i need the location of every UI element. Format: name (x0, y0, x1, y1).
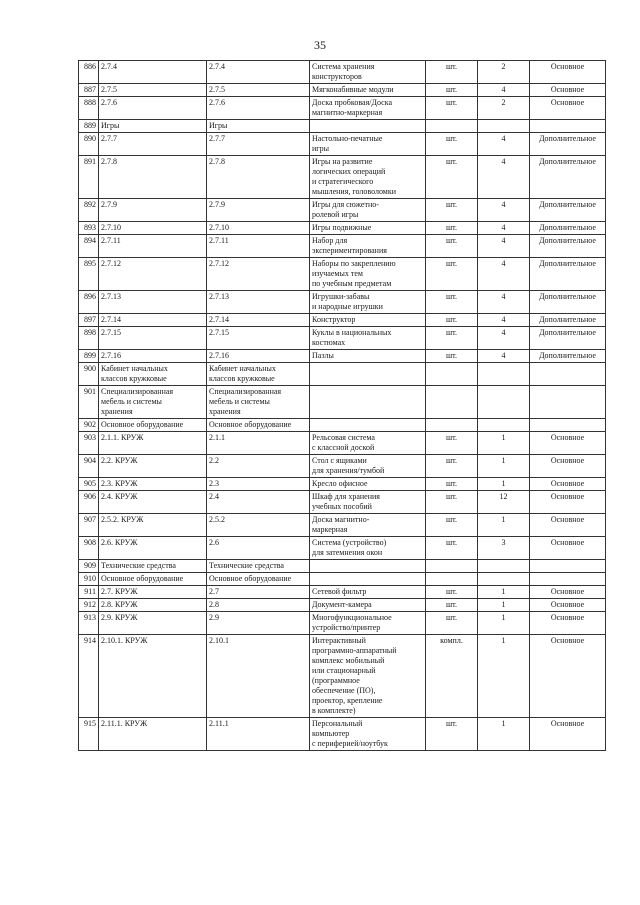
table-row (79, 327, 606, 350)
equipment-type-cell: Дополнительное (530, 291, 606, 314)
code-cell: Кабинет начальных классов кружковые (99, 363, 207, 386)
table-row (79, 97, 606, 120)
row-number-cell: 890 (79, 133, 99, 156)
code-ref-cell: 2.7 (207, 586, 310, 599)
row-number-cell: 897 (79, 314, 99, 327)
unit-cell: шт. (426, 537, 478, 560)
item-name-cell: Интерактивный программно-аппаратный комплекс мобильный или стационарный (программное обеспечение (ПО), проектор, крепление в комплекте) (310, 635, 426, 718)
unit-cell: шт. (426, 156, 478, 199)
table-row (79, 491, 606, 514)
quantity-cell: 4 (478, 235, 530, 258)
equipment-type-cell: Основное (530, 635, 606, 718)
table-row (79, 291, 606, 314)
unit-cell: шт. (426, 612, 478, 635)
equipment-type-cell: Дополнительное (530, 199, 606, 222)
equipment-type-cell: Дополнительное (530, 350, 606, 363)
code-cell: Основное оборудование (99, 419, 207, 432)
unit-cell: шт. (426, 61, 478, 84)
item-name-cell: Набор для экспериментирования (310, 235, 426, 258)
unit-cell: шт. (426, 599, 478, 612)
row-number-cell: 906 (79, 491, 99, 514)
equipment-type-cell: Основное (530, 718, 606, 751)
item-name-cell: Рельсовая система с классной доской (310, 432, 426, 455)
table-row (79, 560, 606, 573)
row-number-cell: 889 (79, 120, 99, 133)
equipment-type-cell: Дополнительное (530, 258, 606, 291)
table-row (79, 314, 606, 327)
unit-cell: шт. (426, 84, 478, 97)
row-number-cell: 892 (79, 199, 99, 222)
quantity-cell: 4 (478, 133, 530, 156)
item-name-cell: Многофункциональное устройство/принтер (310, 612, 426, 635)
row-number-cell: 909 (79, 560, 99, 573)
row-number-cell: 902 (79, 419, 99, 432)
row-number-cell: 898 (79, 327, 99, 350)
row-number-cell: 891 (79, 156, 99, 199)
equipment-type-cell: Основное (530, 599, 606, 612)
equipment-type-cell: Основное (530, 455, 606, 478)
table-row (79, 156, 606, 199)
equipment-type-cell: Основное (530, 586, 606, 599)
code-ref-cell: 2.7.10 (207, 222, 310, 235)
code-cell: 2.7. КРУЖ (99, 586, 207, 599)
equipment-table (78, 60, 606, 751)
row-number-cell: 893 (79, 222, 99, 235)
equipment-type-cell (530, 120, 606, 133)
quantity-cell: 1 (478, 478, 530, 491)
equipment-type-cell: Основное (530, 61, 606, 84)
row-number-cell: 911 (79, 586, 99, 599)
code-ref-cell: 2.11.1 (207, 718, 310, 751)
unit-cell (426, 560, 478, 573)
item-name-cell: Доска магнитно- маркерная (310, 514, 426, 537)
equipment-type-cell (530, 560, 606, 573)
equipment-type-cell: Дополнительное (530, 133, 606, 156)
row-number-cell: 914 (79, 635, 99, 718)
quantity-cell (478, 573, 530, 586)
quantity-cell: 4 (478, 199, 530, 222)
table-row (79, 432, 606, 455)
code-cell: 2.7.10 (99, 222, 207, 235)
quantity-cell: 1 (478, 432, 530, 455)
table-row (79, 612, 606, 635)
code-ref-cell: Кабинет начальных классов кружковые (207, 363, 310, 386)
code-cell: 2.7.13 (99, 291, 207, 314)
quantity-cell: 1 (478, 718, 530, 751)
row-number-cell: 910 (79, 573, 99, 586)
code-ref-cell: 2.7.15 (207, 327, 310, 350)
unit-cell: шт. (426, 327, 478, 350)
table-row (79, 199, 606, 222)
row-number-cell: 912 (79, 599, 99, 612)
equipment-type-cell: Дополнительное (530, 235, 606, 258)
unit-cell: шт. (426, 314, 478, 327)
item-name-cell: Доска пробковая/Доска магнитно-маркерная (310, 97, 426, 120)
code-cell: Специализированная мебель и системы хранения (99, 386, 207, 419)
row-number-cell: 915 (79, 718, 99, 751)
code-ref-cell: 2.5.2 (207, 514, 310, 537)
quantity-cell: 4 (478, 350, 530, 363)
code-cell: 2.7.9 (99, 199, 207, 222)
equipment-type-cell: Основное (530, 514, 606, 537)
unit-cell: шт. (426, 97, 478, 120)
item-name-cell (310, 120, 426, 133)
equipment-type-cell: Основное (530, 612, 606, 635)
row-number-cell: 894 (79, 235, 99, 258)
code-ref-cell: 2.3 (207, 478, 310, 491)
item-name-cell (310, 573, 426, 586)
table-row (79, 133, 606, 156)
item-name-cell: Игры на развитие логических операций и стратегического мышления, головоломки (310, 156, 426, 199)
code-cell: 2.9. КРУЖ (99, 612, 207, 635)
code-ref-cell: Игры (207, 120, 310, 133)
code-cell: 2.7.5 (99, 84, 207, 97)
code-ref-cell: 2.7.8 (207, 156, 310, 199)
item-name-cell: Кресло офисное (310, 478, 426, 491)
equipment-type-cell: Дополнительное (530, 314, 606, 327)
code-cell: Игры (99, 120, 207, 133)
table-row (79, 258, 606, 291)
code-ref-cell: 2.10.1 (207, 635, 310, 718)
equipment-type-cell (530, 363, 606, 386)
code-cell: 2.1.1. КРУЖ (99, 432, 207, 455)
code-cell: 2.7.15 (99, 327, 207, 350)
item-name-cell (310, 419, 426, 432)
code-ref-cell: 2.6 (207, 537, 310, 560)
quantity-cell: 4 (478, 222, 530, 235)
quantity-cell (478, 419, 530, 432)
code-cell: 2.3. КРУЖ (99, 478, 207, 491)
quantity-cell: 4 (478, 84, 530, 97)
item-name-cell: Игры подвижные (310, 222, 426, 235)
quantity-cell: 1 (478, 514, 530, 537)
quantity-cell: 1 (478, 599, 530, 612)
code-ref-cell: 2.7.13 (207, 291, 310, 314)
code-ref-cell: 2.7.4 (207, 61, 310, 84)
row-number-cell: 908 (79, 537, 99, 560)
table-row (79, 120, 606, 133)
equipment-type-cell: Основное (530, 97, 606, 120)
unit-cell: шт. (426, 432, 478, 455)
table-row (79, 419, 606, 432)
item-name-cell: Персональный компьютер с периферией/ноутбук (310, 718, 426, 751)
code-ref-cell: 2.9 (207, 612, 310, 635)
code-ref-cell: 2.2 (207, 455, 310, 478)
table-row (79, 363, 606, 386)
equipment-type-cell: Основное (530, 84, 606, 97)
quantity-cell: 3 (478, 537, 530, 560)
item-name-cell: Шкаф для хранения учебных пособий (310, 491, 426, 514)
code-ref-cell: Основное оборудование (207, 419, 310, 432)
quantity-cell: 2 (478, 97, 530, 120)
quantity-cell: 2 (478, 61, 530, 84)
equipment-type-cell: Основное (530, 491, 606, 514)
item-name-cell: Сетевой фильтр (310, 586, 426, 599)
code-ref-cell: 2.7.7 (207, 133, 310, 156)
code-cell: Основное оборудование (99, 573, 207, 586)
equipment-type-cell (530, 573, 606, 586)
quantity-cell (478, 120, 530, 133)
code-cell: 2.11.1. КРУЖ (99, 718, 207, 751)
item-name-cell (310, 560, 426, 573)
code-cell: 2.8. КРУЖ (99, 599, 207, 612)
equipment-table-body (79, 61, 606, 751)
unit-cell (426, 573, 478, 586)
row-number-cell: 900 (79, 363, 99, 386)
item-name-cell: Конструктор (310, 314, 426, 327)
code-ref-cell: 2.4 (207, 491, 310, 514)
table-row (79, 573, 606, 586)
code-cell: 2.7.16 (99, 350, 207, 363)
unit-cell: шт. (426, 478, 478, 491)
quantity-cell: 4 (478, 314, 530, 327)
item-name-cell: Игры для сюжетно- ролевой игры (310, 199, 426, 222)
item-name-cell: Система хранения конструкторов (310, 61, 426, 84)
equipment-type-cell: Дополнительное (530, 156, 606, 199)
row-number-cell: 905 (79, 478, 99, 491)
quantity-cell: 4 (478, 156, 530, 199)
unit-cell: шт. (426, 258, 478, 291)
item-name-cell: Пазлы (310, 350, 426, 363)
table-row (79, 455, 606, 478)
unit-cell: шт. (426, 235, 478, 258)
unit-cell (426, 120, 478, 133)
item-name-cell (310, 386, 426, 419)
equipment-type-cell (530, 386, 606, 419)
code-cell: 2.2. КРУЖ (99, 455, 207, 478)
unit-cell: шт. (426, 199, 478, 222)
quantity-cell: 12 (478, 491, 530, 514)
unit-cell: шт. (426, 291, 478, 314)
unit-cell (426, 386, 478, 419)
table-row (79, 235, 606, 258)
quantity-cell: 4 (478, 258, 530, 291)
row-number-cell: 888 (79, 97, 99, 120)
page-number: 35 (314, 38, 326, 52)
code-ref-cell: 2.7.6 (207, 97, 310, 120)
table-row (79, 386, 606, 419)
table-row (79, 586, 606, 599)
quantity-cell: 1 (478, 455, 530, 478)
row-number-cell: 907 (79, 514, 99, 537)
table-row (79, 514, 606, 537)
item-name-cell: Настольно-печатные игры (310, 133, 426, 156)
code-cell: Технические средства (99, 560, 207, 573)
unit-cell (426, 363, 478, 386)
item-name-cell: Мягконабивные модули (310, 84, 426, 97)
code-cell: 2.7.8 (99, 156, 207, 199)
code-ref-cell: 2.7.9 (207, 199, 310, 222)
row-number-cell: 903 (79, 432, 99, 455)
table-row (79, 350, 606, 363)
row-number-cell: 904 (79, 455, 99, 478)
code-ref-cell: 2.7.12 (207, 258, 310, 291)
item-name-cell: Наборы по закреплению изучаемых тем по учебным предметам (310, 258, 426, 291)
row-number-cell: 887 (79, 84, 99, 97)
table-row (79, 61, 606, 84)
table-row (79, 537, 606, 560)
row-number-cell: 899 (79, 350, 99, 363)
item-name-cell: Куклы в национальных костюмах (310, 327, 426, 350)
equipment-type-cell: Дополнительное (530, 327, 606, 350)
equipment-type-cell: Основное (530, 537, 606, 560)
code-cell: 2.7.7 (99, 133, 207, 156)
quantity-cell (478, 386, 530, 419)
table-row (79, 84, 606, 97)
unit-cell: шт. (426, 514, 478, 537)
code-cell: 2.6. КРУЖ (99, 537, 207, 560)
code-ref-cell: 2.7.14 (207, 314, 310, 327)
table-row (79, 635, 606, 718)
code-ref-cell: 2.7.11 (207, 235, 310, 258)
unit-cell: компл. (426, 635, 478, 718)
equipment-type-cell: Дополнительное (530, 222, 606, 235)
code-cell: 2.7.12 (99, 258, 207, 291)
quantity-cell: 1 (478, 612, 530, 635)
code-ref-cell: 2.8 (207, 599, 310, 612)
quantity-cell: 4 (478, 291, 530, 314)
unit-cell: шт. (426, 491, 478, 514)
equipment-type-cell (530, 419, 606, 432)
unit-cell: шт. (426, 350, 478, 363)
row-number-cell: 913 (79, 612, 99, 635)
item-name-cell: Система (устройство) для затемнения окон (310, 537, 426, 560)
code-cell: 2.10.1. КРУЖ (99, 635, 207, 718)
item-name-cell (310, 363, 426, 386)
code-ref-cell: 2.1.1 (207, 432, 310, 455)
unit-cell: шт. (426, 455, 478, 478)
code-cell: 2.7.6 (99, 97, 207, 120)
quantity-cell (478, 363, 530, 386)
table-row (79, 718, 606, 751)
quantity-cell: 4 (478, 327, 530, 350)
row-number-cell: 895 (79, 258, 99, 291)
item-name-cell: Игрушки-забавы и народные игрушки (310, 291, 426, 314)
unit-cell (426, 419, 478, 432)
unit-cell: шт. (426, 586, 478, 599)
quantity-cell (478, 560, 530, 573)
code-ref-cell: 2.7.16 (207, 350, 310, 363)
row-number-cell: 896 (79, 291, 99, 314)
unit-cell: шт. (426, 718, 478, 751)
quantity-cell: 1 (478, 586, 530, 599)
equipment-type-cell: Основное (530, 432, 606, 455)
table-row (79, 222, 606, 235)
code-cell: 2.7.11 (99, 235, 207, 258)
row-number-cell: 901 (79, 386, 99, 419)
code-ref-cell: 2.7.5 (207, 84, 310, 97)
unit-cell: шт. (426, 222, 478, 235)
code-cell: 2.4. КРУЖ (99, 491, 207, 514)
item-name-cell: Стол с ящиками для хранения/тумбой (310, 455, 426, 478)
unit-cell: шт. (426, 133, 478, 156)
code-ref-cell: Основное оборудование (207, 573, 310, 586)
table-row (79, 478, 606, 491)
table-row (79, 599, 606, 612)
item-name-cell: Документ-камера (310, 599, 426, 612)
code-ref-cell: Специализированная мебель и системы хранения (207, 386, 310, 419)
code-cell: 2.7.14 (99, 314, 207, 327)
quantity-cell: 1 (478, 635, 530, 718)
code-ref-cell: Технические средства (207, 560, 310, 573)
code-cell: 2.7.4 (99, 61, 207, 84)
row-number-cell: 886 (79, 61, 99, 84)
equipment-type-cell: Основное (530, 478, 606, 491)
code-cell: 2.5.2. КРУЖ (99, 514, 207, 537)
